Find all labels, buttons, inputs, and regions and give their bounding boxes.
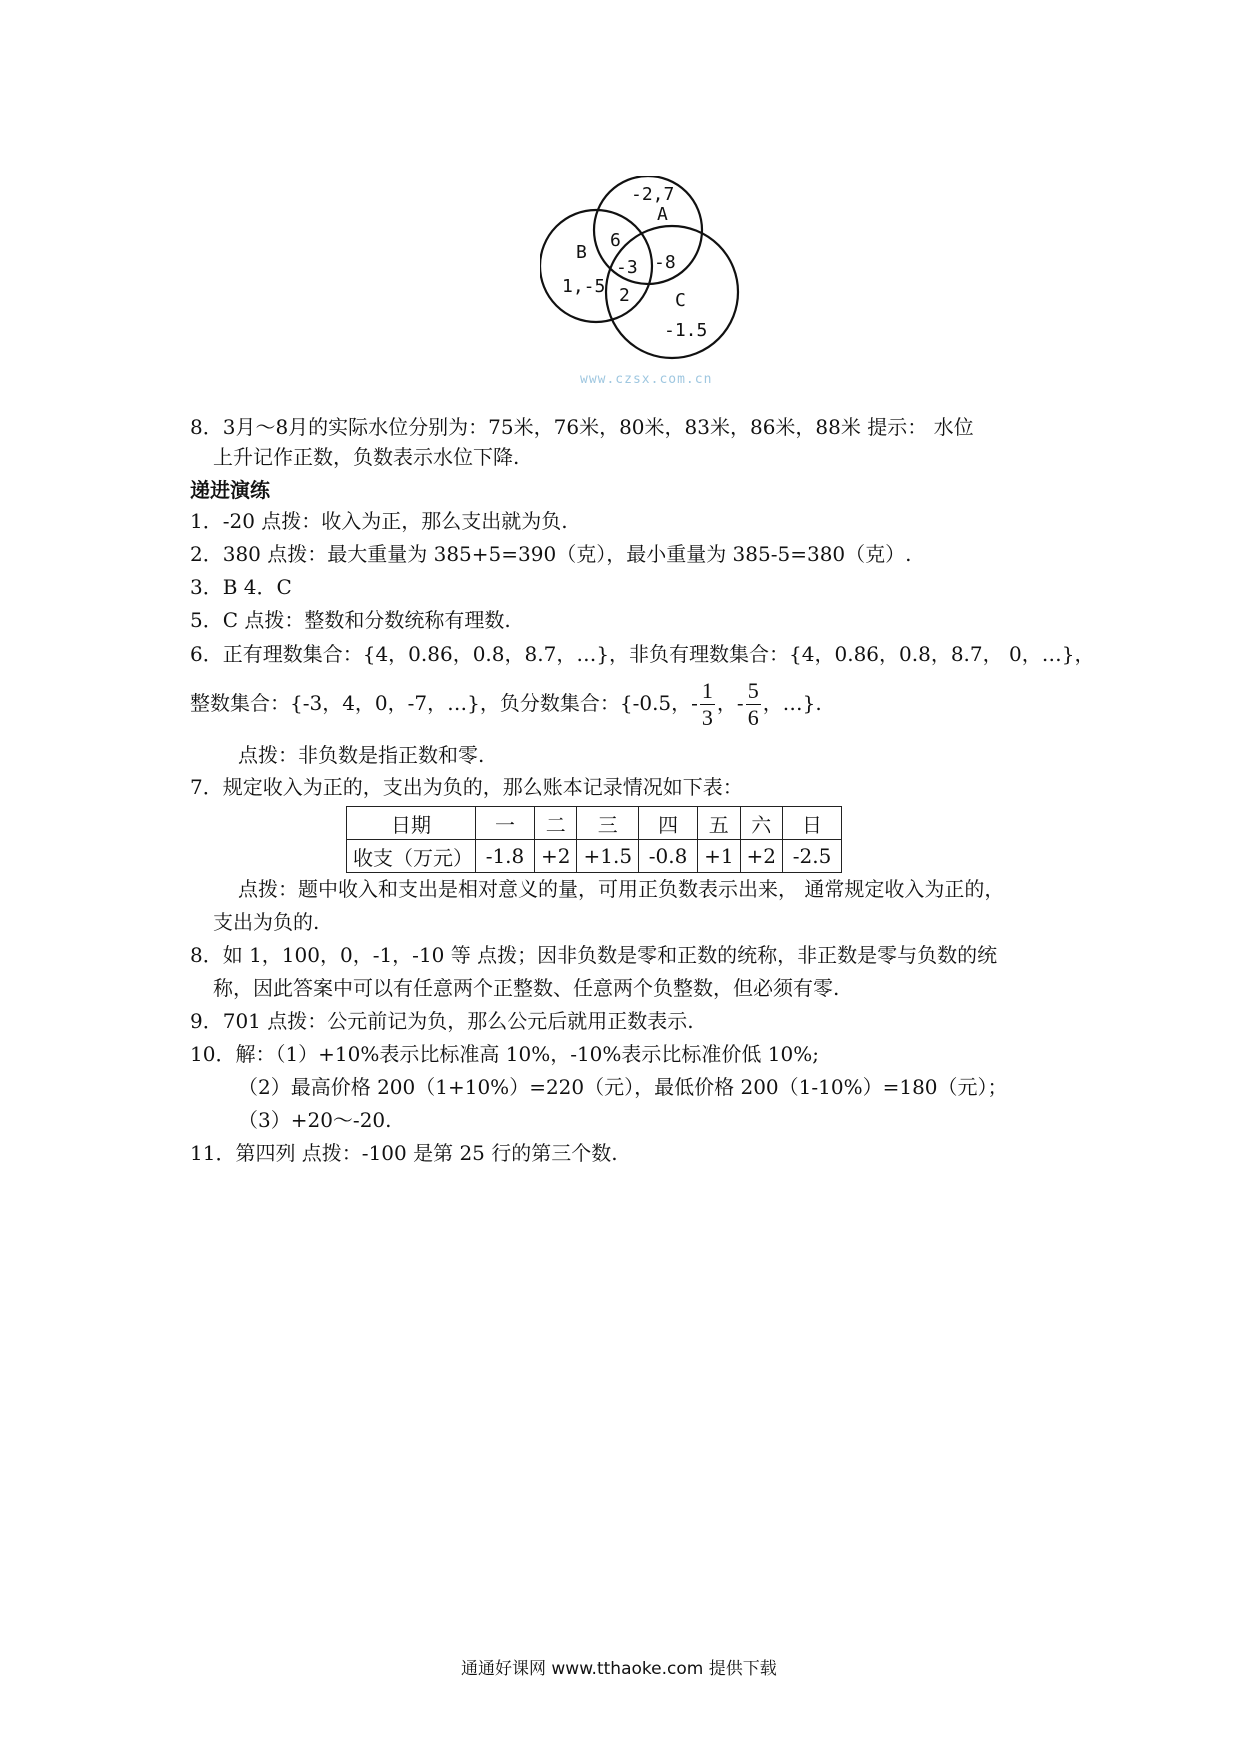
practice-6-line1: 6．正有理数集合：{4，0.86，0.8，8.7，…}，非负有理数集合：{4，0.86，0.8，8.7， 0，…}， bbox=[190, 642, 1095, 666]
table-header-row bbox=[347, 807, 842, 840]
practice-5: 5．C 点拨：整数和分数统称有理数. bbox=[190, 608, 511, 632]
table-cell: -0.8 bbox=[639, 840, 698, 873]
table-cell: +1 bbox=[698, 840, 740, 873]
set-closing: ，…}. bbox=[762, 691, 822, 715]
table-cell: 六 bbox=[740, 807, 782, 840]
practice-10-line2: （2）最高价格 200（1+10%）=220（元），最低价格 200（1-10%）=180（元）； bbox=[238, 1075, 1008, 1099]
table-cell: 日 bbox=[783, 807, 842, 840]
venn-label-b: B bbox=[576, 242, 587, 263]
section-heading: 递进演练 bbox=[190, 478, 270, 502]
table-row bbox=[347, 840, 842, 873]
fraction-one-third bbox=[700, 678, 715, 731]
venn-ac-value: -8 bbox=[654, 252, 676, 273]
venn-region-a-values: -2,7 bbox=[631, 184, 675, 205]
practice-6-line2 bbox=[190, 675, 822, 731]
venn-label-c: C bbox=[675, 290, 686, 311]
practice-7: 7．规定收入为正的，支出为负的，那么账本记录情况如下表： bbox=[190, 775, 743, 799]
venn-label-a: A bbox=[657, 204, 668, 225]
practice-1: 1．-20 点拨：收入为正，那么支出就为负. bbox=[190, 509, 568, 533]
fraction-sign: - bbox=[736, 691, 744, 715]
table-cell: -2.5 bbox=[783, 840, 842, 873]
fraction-numerator: 5 bbox=[747, 678, 759, 703]
practice-2: 2．380 点拨：最大重量为 385+5=390（克），最小重量为 385-5=380（克）. bbox=[190, 542, 912, 566]
fraction-five-sixths bbox=[746, 678, 761, 731]
answer-8-line1: 8．3月～8月的实际水位分别为：75米，76米，80米，83米，86米，88米 提示： 水位 bbox=[190, 415, 974, 439]
table-cell: 二 bbox=[535, 807, 577, 840]
fraction-denominator: 6 bbox=[747, 705, 759, 730]
practice-3-4: 3．B 4．C bbox=[190, 575, 292, 599]
practice-10-line3: （3）+20～-20. bbox=[238, 1108, 392, 1132]
practice-10-line1: 10．解：（1）+10%表示比标准高 10%，-10%表示比标准价低 10%; bbox=[190, 1042, 819, 1066]
page-footer: 通通好课网 www.tthaoke.com 提供下载 bbox=[461, 1659, 777, 1679]
table-cell: 收支（万元） bbox=[347, 840, 476, 873]
practice-7-hint-line2: 支出为负的. bbox=[213, 910, 320, 934]
table-cell: 四 bbox=[639, 807, 698, 840]
table-cell: +2 bbox=[535, 840, 577, 873]
table-cell: 日期 bbox=[347, 807, 476, 840]
venn-abc-value: -3 bbox=[616, 257, 638, 278]
watermark: www.czsx.com.cn bbox=[580, 372, 713, 387]
fraction-separator: ， bbox=[716, 691, 737, 715]
practice-7-hint-line1: 点拨：题中收入和支出是相对意义的量，可用正负数表示出来， 通常规定收入为正的， bbox=[238, 877, 1005, 901]
practice-6-hint: 点拨：非负数是指正数和零. bbox=[238, 743, 485, 767]
venn-diagram bbox=[540, 176, 750, 362]
table-cell: +1.5 bbox=[577, 840, 639, 873]
table-cell: +2 bbox=[740, 840, 782, 873]
fraction-denominator: 3 bbox=[701, 705, 713, 730]
table-cell: 五 bbox=[698, 807, 740, 840]
practice-8-line2: 称，因此答案中可以有任意两个正整数、任意两个负整数，但必须有零. bbox=[213, 976, 840, 1000]
table-cell: 一 bbox=[476, 807, 535, 840]
answer-8-line2: 上升记作正数，负数表示水位下降. bbox=[213, 445, 520, 469]
income-expense-table bbox=[346, 806, 842, 873]
fraction-sign: - bbox=[691, 691, 698, 715]
practice-9: 9．701 点拨：公元前记为负，那么公元后就用正数表示. bbox=[190, 1009, 694, 1033]
venn-region-c-values: -1.5 bbox=[664, 320, 708, 341]
integer-set-text: 整数集合：{-3，4，0，-7，…}，负分数集合：{-0.5， bbox=[190, 691, 692, 715]
practice-11: 11．第四列 点拨：-100 是第 25 行的第三个数. bbox=[190, 1141, 618, 1165]
table-cell: 三 bbox=[577, 807, 639, 840]
venn-bc-value: 2 bbox=[619, 285, 630, 306]
fraction-numerator: 1 bbox=[701, 678, 713, 703]
table-cell: -1.8 bbox=[476, 840, 535, 873]
practice-8-line1: 8．如 1，100，0，-1，-10 等 点拨；因非负数是零和正数的统称，非正数是零与负数的统 bbox=[190, 943, 998, 967]
venn-ab-value: 6 bbox=[610, 230, 621, 251]
venn-region-b-values: 1,-5 bbox=[562, 276, 606, 297]
